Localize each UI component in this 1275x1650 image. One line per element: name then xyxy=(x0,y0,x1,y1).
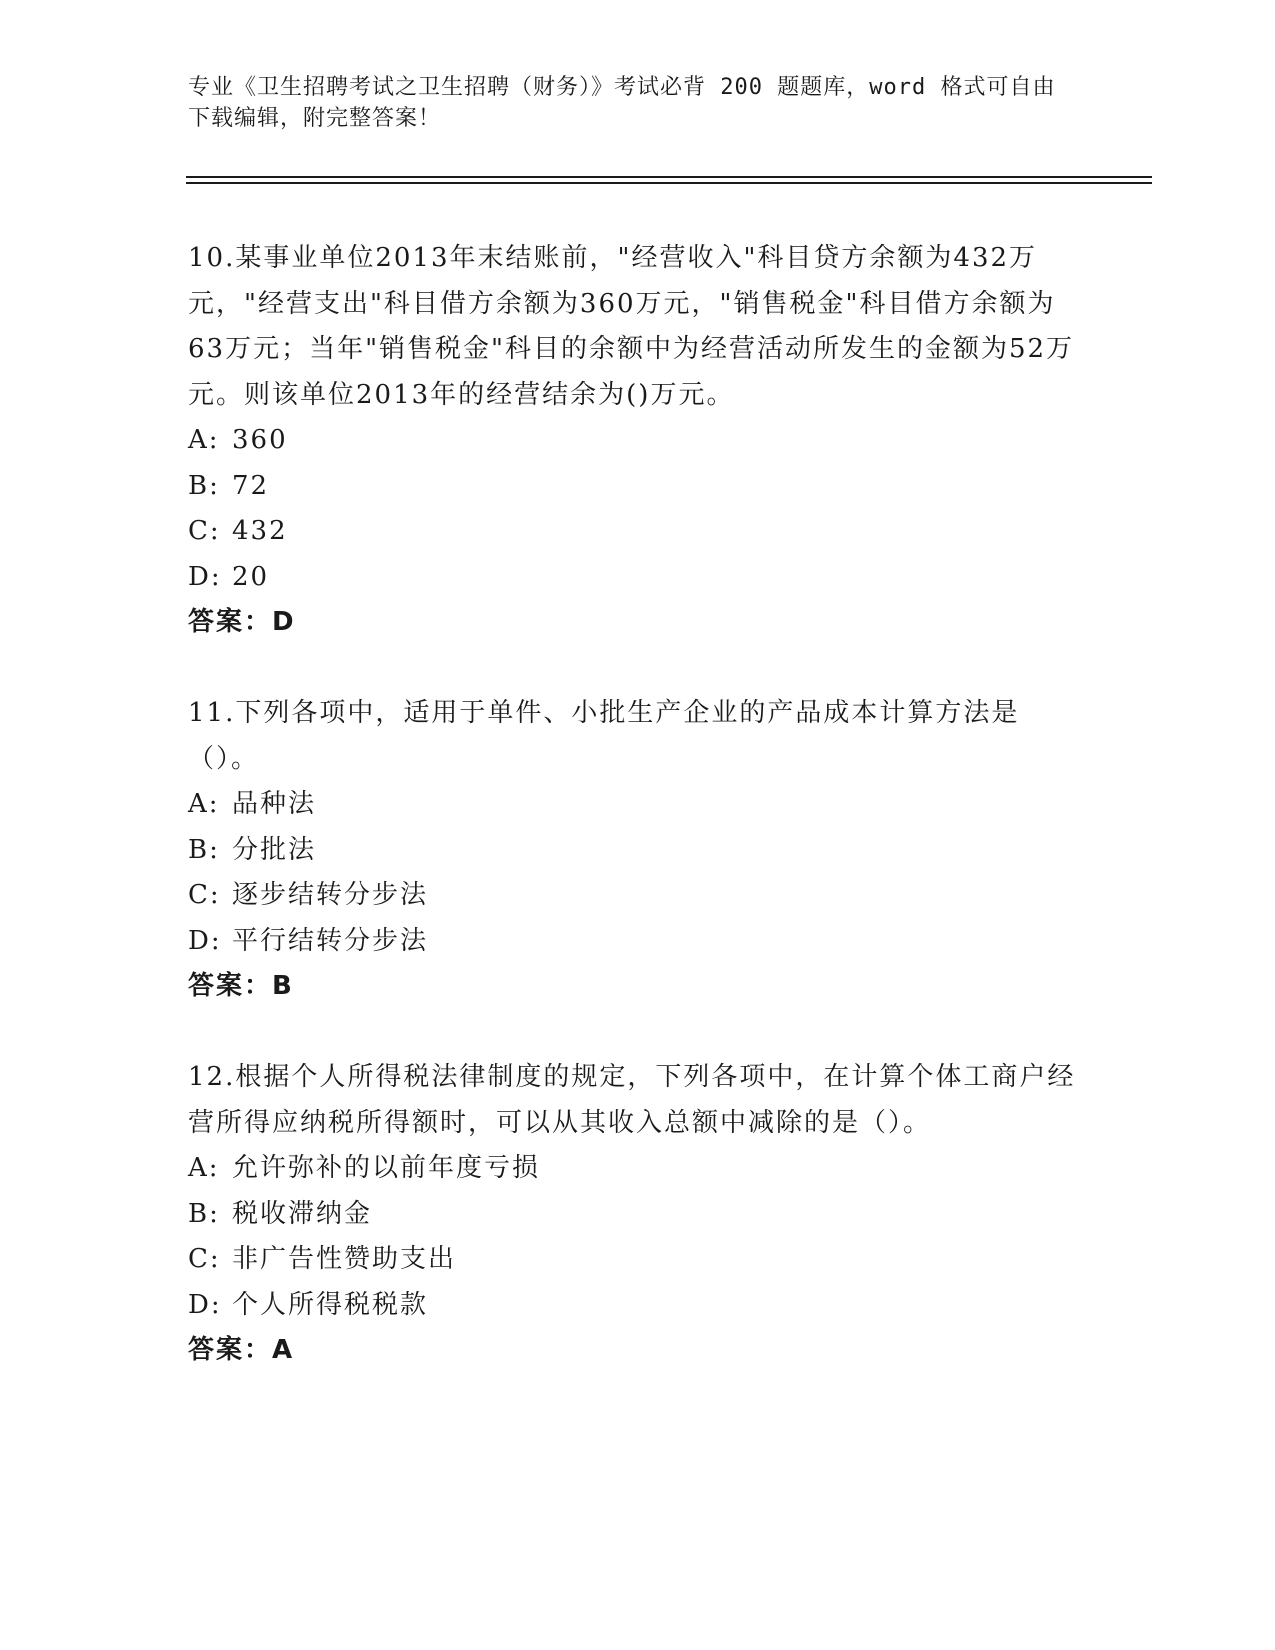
option-text: 分批法 xyxy=(232,834,317,865)
question-text: 10.某事业单位2013年末结账前，"经营收入"科目贷方余额为432万元，"经营支出"科目借方余额为360万元，"销售税金"科目借方余额为63万元；当年"销售税金"科目的余额中为经营活动所发生的金额为52万元。则该单位2013年的经营结余为()万元。 xyxy=(188,243,1075,410)
option-text: 72 xyxy=(232,470,270,501)
answer-label: 答案：D xyxy=(188,607,296,637)
option-letter: D: xyxy=(188,561,222,592)
option-a xyxy=(188,1146,1088,1192)
option-d xyxy=(188,1283,1088,1329)
document-header xyxy=(188,72,1068,134)
option-text: 逐步结转分步法 xyxy=(232,880,429,910)
header-divider-bottom xyxy=(186,182,1152,184)
option-letter: A: xyxy=(188,425,220,455)
option-a xyxy=(188,782,1088,828)
header-title: 专业《卫生招聘考试之卫生招聘（财务）》考试必背 200 题题库，word 格式可自由下载编辑，附完整答案！ xyxy=(188,75,1056,131)
option-letter: C: xyxy=(188,1244,221,1274)
option-letter: B: xyxy=(188,834,220,865)
option-c xyxy=(188,509,1088,555)
header-divider-top xyxy=(186,176,1152,178)
option-d xyxy=(188,555,1088,601)
question-text: 12.根据个人所得税法律制度的规定，下列各项中，在计算个体工商户经营所得应纳税所得额时，可以从其收入总额中减除的是（）。 xyxy=(188,1062,1076,1138)
option-text: 360 xyxy=(232,425,288,455)
question-spacer xyxy=(188,1010,1088,1056)
question-12 xyxy=(188,1055,1088,1374)
option-c xyxy=(188,873,1088,919)
option-text: 允许弥补的以前年度亏损 xyxy=(232,1153,541,1183)
question-11 xyxy=(188,691,1088,1010)
option-letter: C: xyxy=(188,880,221,910)
option-text: 20 xyxy=(232,561,270,592)
option-text: 税收滞纳金 xyxy=(232,1198,373,1229)
option-letter: B: xyxy=(188,1198,220,1229)
option-d xyxy=(188,919,1088,965)
question-text: 11.下列各项中，适用于单件、小批生产企业的产品成本计算方法是（）。 xyxy=(188,698,1020,774)
question-spacer xyxy=(188,646,1088,692)
question-10 xyxy=(188,236,1088,646)
option-a xyxy=(188,418,1088,464)
option-b xyxy=(188,1192,1088,1238)
answer-label: 答案：B xyxy=(188,971,294,1001)
answer-label: 答案：A xyxy=(188,1335,295,1365)
option-text: 个人所得税税款 xyxy=(232,1289,429,1320)
option-text: 平行结转分步法 xyxy=(232,925,429,956)
question-list xyxy=(188,236,1088,1374)
option-text: 432 xyxy=(232,516,288,546)
option-letter: D: xyxy=(188,925,222,956)
option-letter: B: xyxy=(188,470,220,501)
option-letter: C: xyxy=(188,516,221,546)
option-text: 非广告性赞助支出 xyxy=(232,1244,457,1274)
option-letter: A: xyxy=(188,789,220,819)
option-b xyxy=(188,464,1088,510)
option-b xyxy=(188,828,1088,874)
option-c xyxy=(188,1237,1088,1283)
option-letter: A: xyxy=(188,1153,220,1183)
option-text: 品种法 xyxy=(232,789,317,819)
option-letter: D: xyxy=(188,1289,222,1320)
